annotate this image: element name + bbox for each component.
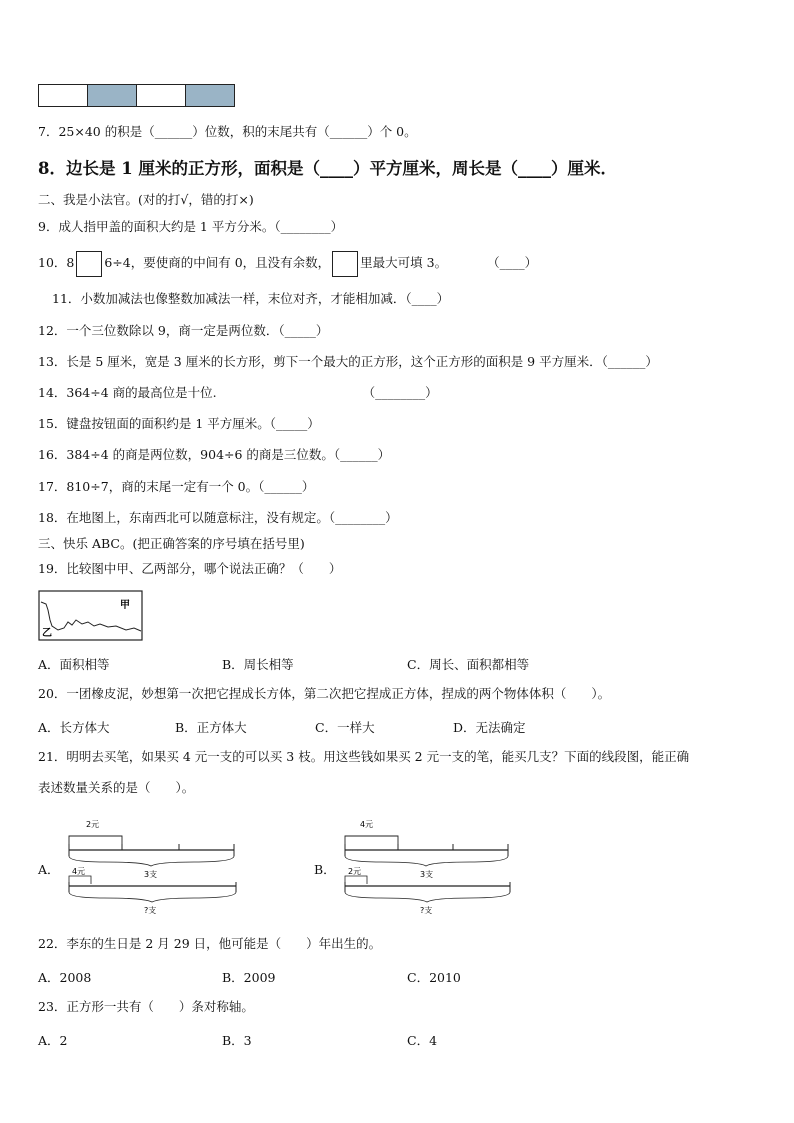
diag-a-mid-label: 3支 (144, 870, 158, 879)
q10-blank: （____） (487, 255, 538, 270)
q23-option-b[interactable]: B．3 (222, 1033, 252, 1048)
diag-b-bottom-label: ?支 (420, 906, 433, 915)
question-13: 13．长是 5 厘米，宽是 3 厘米的长方形，剪下一个最大的正方形，这个正方形的面积是 9 平方厘米．（______） (38, 354, 658, 369)
strip-cell (136, 84, 186, 107)
question-19-stem: 19．比较图中甲、乙两部分，哪个说法正确？（ ） (38, 561, 342, 576)
q10-middle: 6÷4，要使商的中间有 0，且没有余数， (104, 255, 331, 270)
label-jia: 甲 (120, 600, 130, 611)
question-18: 18．在地图上，东南西北可以随意标注，没有规定。（________） (38, 510, 398, 525)
q19-option-b[interactable]: B．周长相等 (222, 657, 294, 672)
q10-suffix: 里最大可填 3。 (360, 255, 448, 270)
question-17: 17．810÷7，商的末尾一定有一个 0。（______） (38, 479, 315, 494)
question-14 (38, 385, 438, 401)
strip-cell (38, 84, 88, 107)
q14-text: 14．364÷4 商的最高位是十位. (38, 385, 217, 400)
q10-prefix: 10．8 (38, 255, 75, 270)
question-15: 15．键盘按钮面的面积约是 1 平方厘米。（_____） (38, 416, 320, 431)
q20-option-d[interactable]: D．无法确定 (453, 720, 526, 735)
question-20-stem: 20．一团橡皮泥，妙想第一次把它捏成长方体，第二次把它捏成正方体，捏成的两个物体体积（ ）。 (38, 686, 611, 701)
q21-diagram-b (340, 814, 516, 918)
question-21-stem-1: 21．明明去买笔，如果买 4 元一支的可以买 3 枝。用这些钱如果买 2 元一支的笔，能买几支？下面的线段图，能正确 (38, 749, 690, 764)
q19-option-c[interactable]: C．周长、面积都相等 (407, 657, 530, 672)
diag-a-bottom-label: ?支 (144, 906, 157, 915)
q14-blank: （________） (362, 385, 438, 400)
section-2-heading: 二、我是小法官。(对的打√，错的打×) (38, 192, 254, 207)
q19-figure (38, 590, 144, 642)
label-yi: 乙 (42, 628, 52, 639)
q22-option-b[interactable]: B．2009 (222, 970, 276, 985)
diag-b-low-label: 2元 (348, 867, 362, 876)
question-8: 8．边长是 1 厘米的正方形，面积是（____）平方厘米，周长是（____）厘米． (38, 159, 617, 178)
q20-option-b[interactable]: B．正方体大 (175, 720, 247, 735)
question-16: 16．384÷4 的商是两位数，904÷6 的商是三位数。（______） (38, 447, 391, 462)
q21-option-b-label[interactable]: B． (314, 862, 336, 877)
q23-option-a[interactable]: A．2 (38, 1033, 68, 1048)
section-3-heading: 三、快乐 ABC。(把正确答案的序号填在括号里) (38, 536, 305, 551)
q20-option-c[interactable]: C．一样大 (315, 720, 375, 735)
q22-option-c[interactable]: C．2010 (407, 970, 461, 985)
question-23-stem: 23．正方形一共有（ ）条对称轴。 (38, 999, 254, 1014)
question-12: 12．一个三位数除以 9，商一定是两位数．（_____） (38, 323, 329, 338)
diag-a-low-label: 4元 (72, 867, 86, 876)
q23-option-c[interactable]: C．4 (407, 1033, 438, 1048)
question-22-stem: 22．李东的生日是 2 月 29 日，他可能是（ ）年出生的。 (38, 936, 382, 951)
question-7: 7．25×40 的积是（______）位数，积的末尾共有（______）个 0。 (38, 124, 417, 139)
q19-option-a[interactable]: A．面积相等 (38, 657, 110, 672)
diag-a-top-label: 2元 (86, 820, 100, 829)
q22-option-a[interactable]: A．2008 (38, 970, 92, 985)
diag-b-mid-label: 3支 (420, 870, 434, 879)
q20-option-a[interactable]: A．长方体大 (38, 720, 110, 735)
question-11: 11．小数加减法也像整数加减法一样，末位对齐，才能相加减．（____） (52, 291, 450, 306)
strip-cell-shaded (87, 84, 137, 107)
question-21-stem-2: 表述数量关系的是（ ）。 (38, 780, 195, 795)
q21-diagram-a (64, 814, 240, 918)
q21-option-a-label[interactable]: A． (38, 862, 60, 877)
question-10 (38, 250, 537, 277)
figure-frame (39, 591, 142, 640)
question-9: 9．成人指甲盖的面积大约是 1 平方分米。（________） (38, 219, 344, 234)
fraction-strip (38, 84, 234, 107)
diag-b-top-label: 4元 (360, 820, 374, 829)
strip-cell-shaded (185, 84, 235, 107)
digit-box[interactable] (332, 251, 358, 277)
digit-box[interactable] (76, 251, 102, 277)
